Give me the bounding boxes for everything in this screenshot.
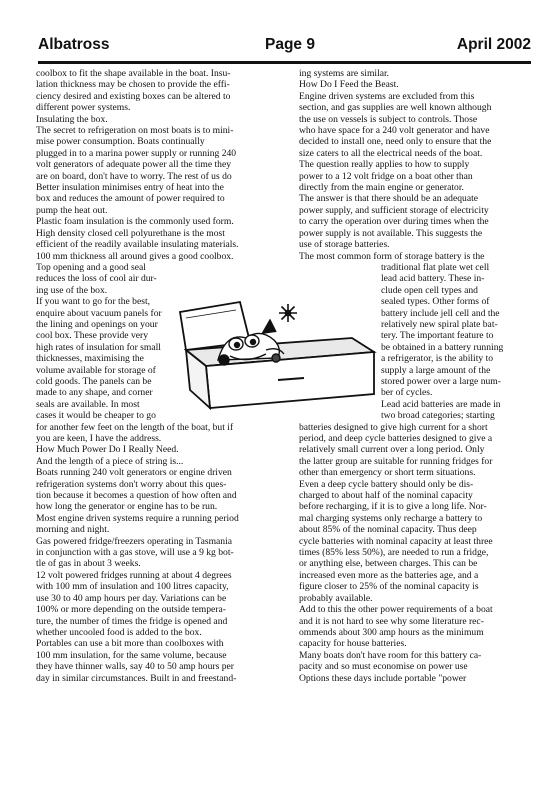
left-column-line: volt generators of adequate power all the time they: [36, 159, 231, 171]
right-column-line: The answer is that there should be an adequate: [299, 193, 479, 205]
right-column-line: capacity for house batteries.: [299, 638, 407, 650]
left-column-line: tion because it becomes a question of how often and: [36, 490, 237, 502]
left-column-line: 12 volt powered fridges running at about 4 degrees: [36, 569, 232, 581]
right-column-line: charged to about half of the nominal capacity: [299, 490, 473, 502]
left-column-line: plugged in to a marina power supply or running 240: [36, 147, 237, 159]
right-column-line: batteries designed to give high current for a short: [299, 421, 488, 433]
left-column-line: Better insulation minimises entry of heat into the: [36, 182, 224, 194]
left-column-line: high rates of insulation for small: [36, 341, 161, 353]
right-column-line: directly from the main engine or generator.: [299, 182, 464, 194]
right-column-line: battery include jell cell and the: [381, 307, 500, 319]
left-column-line: the lining and openings on your: [36, 318, 158, 330]
right-column-line: be obtained in a battery running: [381, 341, 504, 353]
right-column-line: clude open cell types and: [381, 284, 478, 296]
left-column-line: ture, the number of times the fridge is opened and: [36, 615, 228, 627]
right-column-line: ber of cycles.: [381, 387, 433, 399]
right-column-line: cycle batteries with nominal capacity at least three: [299, 535, 493, 547]
left-column-line: Portables can use a bit more than coolboxes with: [36, 638, 224, 650]
right-column-line: two broad categories; starting: [381, 410, 495, 422]
right-column-line: mal charging systems only recharge a battery to: [299, 512, 483, 524]
left-column-line: made to any shape, and corner: [36, 387, 153, 399]
right-column-line: before recharging, if it is to give a long life. Nor-: [299, 501, 487, 513]
left-column-line: with 100 mm of insulation and 100 litres capacity,: [36, 581, 229, 593]
left-column-line: morning and night.: [36, 524, 110, 536]
left-column-line: pump the heat out.: [36, 204, 108, 216]
left-column-line: refrigeration systems don't worry about this ques-: [36, 478, 227, 490]
left-column-line: Boats running 240 volt generators or engine driven: [36, 467, 232, 479]
left-column-line: efficient of the readily available insulating materials.: [36, 239, 239, 251]
right-column-line: to carry the operation over during times when the: [299, 216, 489, 228]
right-column-line: the latter group are suitable for running fridges for: [299, 455, 493, 467]
right-column-line: pacity and so must economise on power use: [299, 661, 468, 673]
left-column-line: are on board, don't have to worry. The rest of us do: [36, 170, 232, 182]
left-column-line: Most engine driven systems require a running period: [36, 512, 239, 524]
left-column-line: mise power consumption. Boats continually: [36, 136, 205, 148]
left-column-line: coolbox to fit the shape available in the boat. Insu-: [36, 68, 231, 79]
right-column-line: section, and gas supplies are well known although: [299, 102, 492, 114]
right-column-line: the use on vessels is subject to controls. Those: [299, 113, 478, 125]
right-column-line: traditional flat plate wet cell: [381, 261, 490, 273]
left-column-line: cases it would be cheaper to go: [36, 410, 156, 422]
left-column-line: whether uncooled food is added to the box.: [36, 626, 202, 638]
right-column-line: Engine driven systems are excluded from this: [299, 90, 475, 102]
page-number: Page 9: [265, 36, 315, 53]
right-column-line: ommends about 300 amp hours as the minimum: [299, 626, 484, 638]
left-column-line: reduces the loss of cool air dur-: [36, 273, 157, 285]
right-column-line: How Do I Feed the Beast.: [299, 79, 399, 91]
right-column-line: Many boats don't have room for this battery ca-: [299, 649, 482, 661]
right-column-line: who have space for a 240 volt generator and have: [299, 125, 490, 137]
right-column-line: times (85% less 50%), are needed to run a fridge,: [299, 547, 489, 559]
left-column-line: ing use of the box.: [36, 284, 108, 296]
right-column-line: about 85% of the nominal capacity. Thus deep: [299, 524, 477, 536]
left-column-line: for another few feet on the length of the boat, but if: [36, 421, 234, 433]
right-column-line: size caters to all the electrical needs of the boat.: [299, 147, 483, 159]
right-column-line: tery. The important feature to: [381, 330, 494, 342]
coolbox-illustration: [166, 298, 384, 410]
right-column-top: [299, 68, 531, 262]
left-column-line: day in similar circumstances. Built in and freestand-: [36, 672, 237, 684]
left-column-line: different power systems.: [36, 102, 131, 114]
left-column-line: Top opening and a good seal: [36, 261, 146, 273]
left-column-line: box and reduces the amount of power required to: [36, 193, 225, 205]
right-column-line: relatively small current over a long period. Only: [299, 444, 485, 456]
left-column-line: Plastic foam insulation is the commonly used form.: [36, 216, 234, 228]
right-column-line: supply a large amount of the: [381, 364, 491, 376]
right-column-line: stored power over a large num-: [381, 375, 501, 387]
left-column-line: they have thinner walls, say 40 to 50 amp hours per: [36, 661, 234, 673]
right-column-line: increased even more as the batteries age, and a: [299, 569, 479, 581]
right-column-line: use of storage batteries.: [299, 239, 390, 251]
left-column-line: ciency desired and existing boxes can be altered to: [36, 90, 231, 102]
right-column-line: Lead acid batteries are made in: [381, 398, 501, 410]
left-column-line: 100% or more depending on the outside tempera-: [36, 604, 226, 616]
left-column-line: you are keen, I have the address.: [36, 433, 162, 444]
right-column-line: and it is not hard to see why some literature rec-: [299, 615, 484, 627]
header-rule: [38, 61, 531, 64]
right-column-line: Options these days include portable "power: [299, 672, 467, 684]
left-column-line: enquire about vacuum panels for: [36, 307, 162, 319]
left-column-line: The secret to refrigeration on most boats is to mini-: [36, 125, 234, 137]
right-column-line: relatively new spiral plate bat-: [381, 318, 498, 330]
newsletter-title: Albatross: [38, 36, 110, 53]
left-column-line: High density closed cell polyurethane is the most: [36, 227, 225, 239]
left-column-line: lation thickness may be chosen to provide the effi-: [36, 79, 230, 91]
left-column-line: 100 mm thickness all around gives a good coolbox.: [36, 250, 234, 262]
right-column-line: sealed types. Other forms of: [381, 296, 490, 308]
left-column-line: thicknesses, maximising the: [36, 353, 144, 365]
left-column-line: in conjunction with a gas stove, will use a 9 kg bot-: [36, 547, 234, 559]
right-column-line: figure closer to 25% of the nominal capacity is: [299, 581, 479, 593]
left-column-line: cool box. These provide very: [36, 330, 148, 342]
left-column-line: 100 mm insulation, for the same volume, because: [36, 649, 227, 661]
right-column-line: power to a 12 volt fridge on a boat other than: [299, 170, 473, 182]
left-column-line: seals are available. In most: [36, 398, 140, 410]
page-header: [38, 36, 531, 62]
left-column-line: use 30 to 40 amp hours per day. Variations can be: [36, 592, 227, 604]
left-column-line: how long the generator or engine has to be run.: [36, 501, 218, 513]
right-column-line: or anything else, between charges. This can be: [299, 558, 478, 570]
right-column-line: Add to this the other power requirements of a boat: [299, 604, 493, 616]
right-column-line: probably available.: [299, 592, 373, 604]
left-column-line: Gas powered fridge/freezers operating in Tasmania: [36, 535, 233, 547]
left-column-line: Insulating the box.: [36, 113, 108, 125]
right-column-line: The question really applies to how to supply: [299, 159, 470, 171]
right-column-bottom: [299, 422, 531, 684]
left-column-line: cold goods. The panels can be: [36, 375, 152, 387]
right-column-line: other than emergency or short term situations.: [299, 467, 476, 479]
right-column-line: decided to install one, need only to ensure that the: [299, 136, 492, 148]
right-column-line: power supply, and sufficient storage of electricity: [299, 204, 489, 216]
left-column-line: How Much Power Do I Really Need.: [36, 444, 179, 456]
snowflake-icon: [279, 304, 297, 322]
right-column-line: period, and deep cycle batteries designed to give a: [299, 433, 493, 444]
right-column-line: The most common form of storage battery is the: [299, 250, 485, 262]
left-column-line: And the length of a piece of string is...: [36, 455, 184, 467]
issue-date: April 2002: [456, 36, 531, 53]
right-column-line: a refrigerator, is the ability to: [381, 353, 494, 365]
right-column-line: ing systems are similar.: [299, 68, 390, 79]
left-column-line: volume available for storage of: [36, 364, 156, 376]
right-column-line: power supply is not available. This suggests the: [299, 227, 483, 239]
left-column-line: If you want to go for the best,: [36, 296, 151, 308]
right-column-line: lead acid battery. These in-: [381, 273, 485, 285]
right-column-line: Even a deep cycle battery should only be dis-: [299, 478, 474, 490]
left-column-line: tle of gas in about 3 weeks.: [36, 558, 141, 570]
